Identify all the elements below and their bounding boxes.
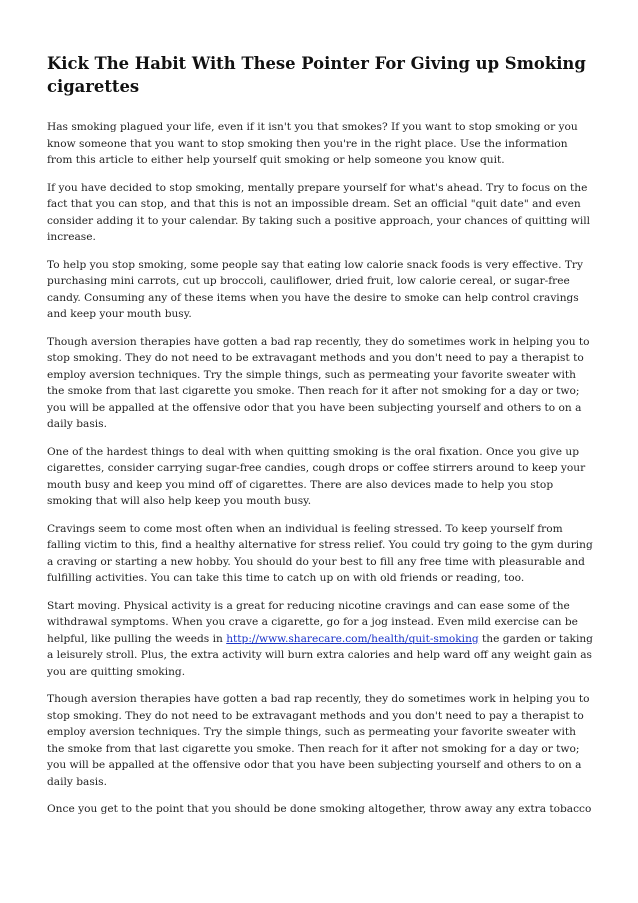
document-page (47, 52, 593, 829)
exercise-text-after: the garden or taking a leisurely stroll. Plus, the extra activity will burn extra calories and help ward off any weight gain as you are quitting smoking. (47, 632, 593, 678)
paragraph-exercise (47, 598, 593, 681)
exercise-text-before: Start moving. Physical activity is a great for reducing nicotine cravings and can ease some of the withdrawal symptoms. When you crave a cigarette, go for a jog instead. Even mild exercise can be helpful, like pulling the weeds in (47, 599, 578, 645)
paragraph-oral-fixation: One of the hardest things to deal with when quitting smoking is the oral fixation. Once you give up cigarettes, consider carrying sugar-free candies, cough drops or coffee stirrers around to keep your mouth busy and keep you mind off of cigarettes. There are also devices made to help you stop smoking that will also help keep you mouth busy. (47, 445, 586, 507)
paragraph-final: Once you get to the point that you should be done smoking altogether, throw away any extra tobacco (47, 803, 592, 815)
paragraph-cravings: Cravings seem to come most often when an individual is feeling stressed. To keep yourself from falling victim to this, find a healthy alternative for stress relief. You could try going to the gym during a craving or starting a new hobby. You should do your best to fill any free time with pleasurable and fulfilling activities. You can take this time to catch up on with old friends or reading, too. (47, 522, 593, 584)
document-title: Kick The Habit With These Pointer For Giving up Smoking cigarettes (47, 54, 586, 96)
paragraph-aversion: Though aversion therapies have gotten a bad rap recently, they do sometimes work in helping you to stop smoking. They do not need to be extravagant methods and you don't need to pay a therapist to employ aversion techniques. Try the simple things, such as permeating your favorite sweater with the smoke from that last cigarette you smoke. Then reach for it after not smoking for a day or two; you will be appalled at the offensive odor that you have been subjecting yourself and others to on a daily basis. (47, 335, 590, 430)
paragraph-intro: Has smoking plagued your life, even if it isn't you that smokes? If you want to stop smoking or you know someone that you want to stop smoking then you're in the right place. Use the information from this article to either help yourself quit smoking or help someone you know quit. (47, 121, 578, 166)
sharecare-link[interactable]: http://www.sharecare.com/health/quit-smoking (226, 632, 479, 645)
paragraph-prepare: If you have decided to stop smoking, mentally prepare yourself for what's ahead. Try to focus on the fact that you can stop, and that this is not an impossible dream. Set an official "quit date" and even consider adding it to your calendar. By taking such a positive approach, your chances of quitting will increase. (47, 181, 590, 243)
paragraph-snacks: To help you stop smoking, some people say that eating low calorie snack foods is very effective. Try purchasing mini carrots, cut up broccoli, cauliflower, dried fruit, low calorie cereal, or sugar-free candy. Consuming any of these items when you have the desire to smoke can help control cravings and keep your mouth busy. (47, 258, 583, 320)
paragraph-aversion-repeat: Though aversion therapies have gotten a bad rap recently, they do sometimes work in helping you to stop smoking. They do not need to be extravagant methods and you don't need to pay a therapist to employ aversion techniques. Try the simple things, such as permeating your favorite sweater with the smoke from that last cigarette you smoke. Then reach for it after not smoking for a day or two; you will be appalled at the offensive odor that you have been subjecting yourself and others to on a daily basis. (47, 693, 590, 788)
